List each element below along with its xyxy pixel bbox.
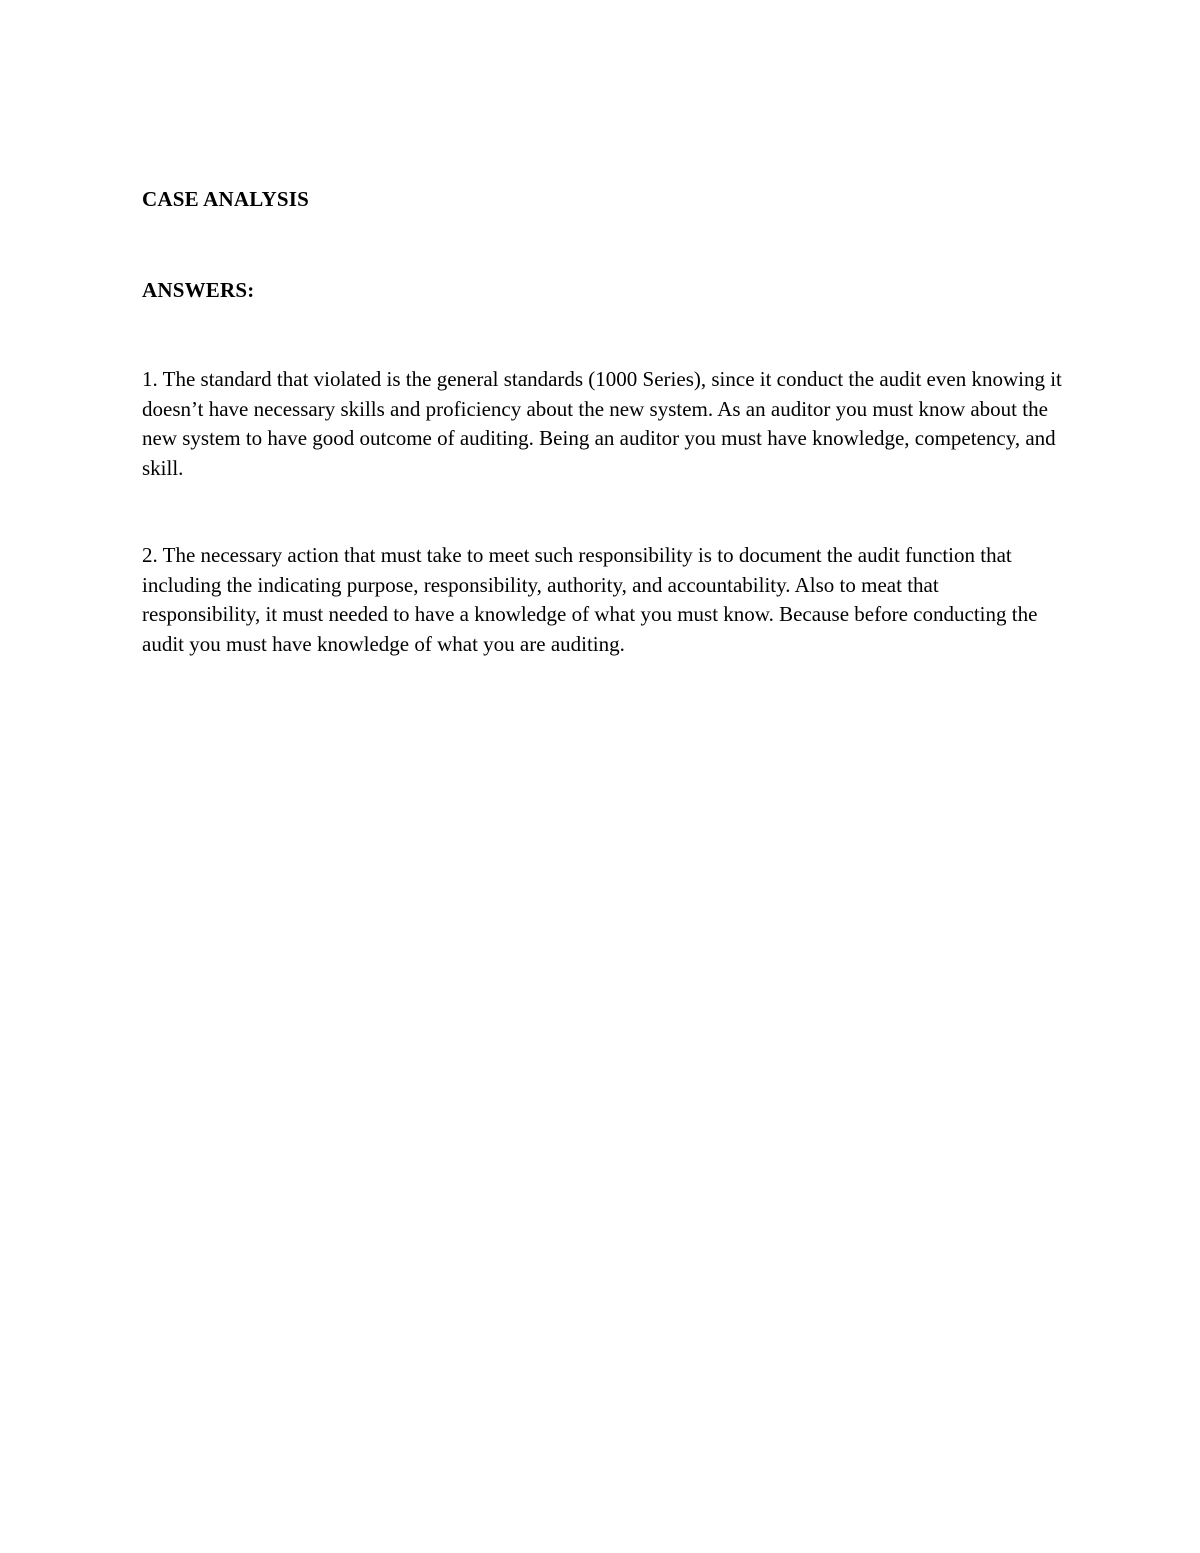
answers-heading: ANSWERS:	[142, 278, 255, 302]
answer-paragraph-2: 2. The necessary action that must take to meet such responsibility is to document the audit function that including the indicating purpose, responsibility, authority, and accountability. Also to meat that responsibility, it must needed to have a knowledge of what you must know. Because before conducting the audit you must have knowledge of what you are auditing.	[142, 543, 1038, 656]
answer-paragraph-1: 1. The standard that violated is the general standards (1000 Series), since it conduct the audit even knowing it doesn’t have necessary skills and proficiency about the new system. As an auditor you must know about the new system to have good outcome of auditing. Being an auditor you must have knowledge, competency, and skill.	[142, 367, 1062, 480]
document-content	[142, 184, 1062, 659]
document-title: CASE ANALYSIS	[142, 187, 309, 211]
